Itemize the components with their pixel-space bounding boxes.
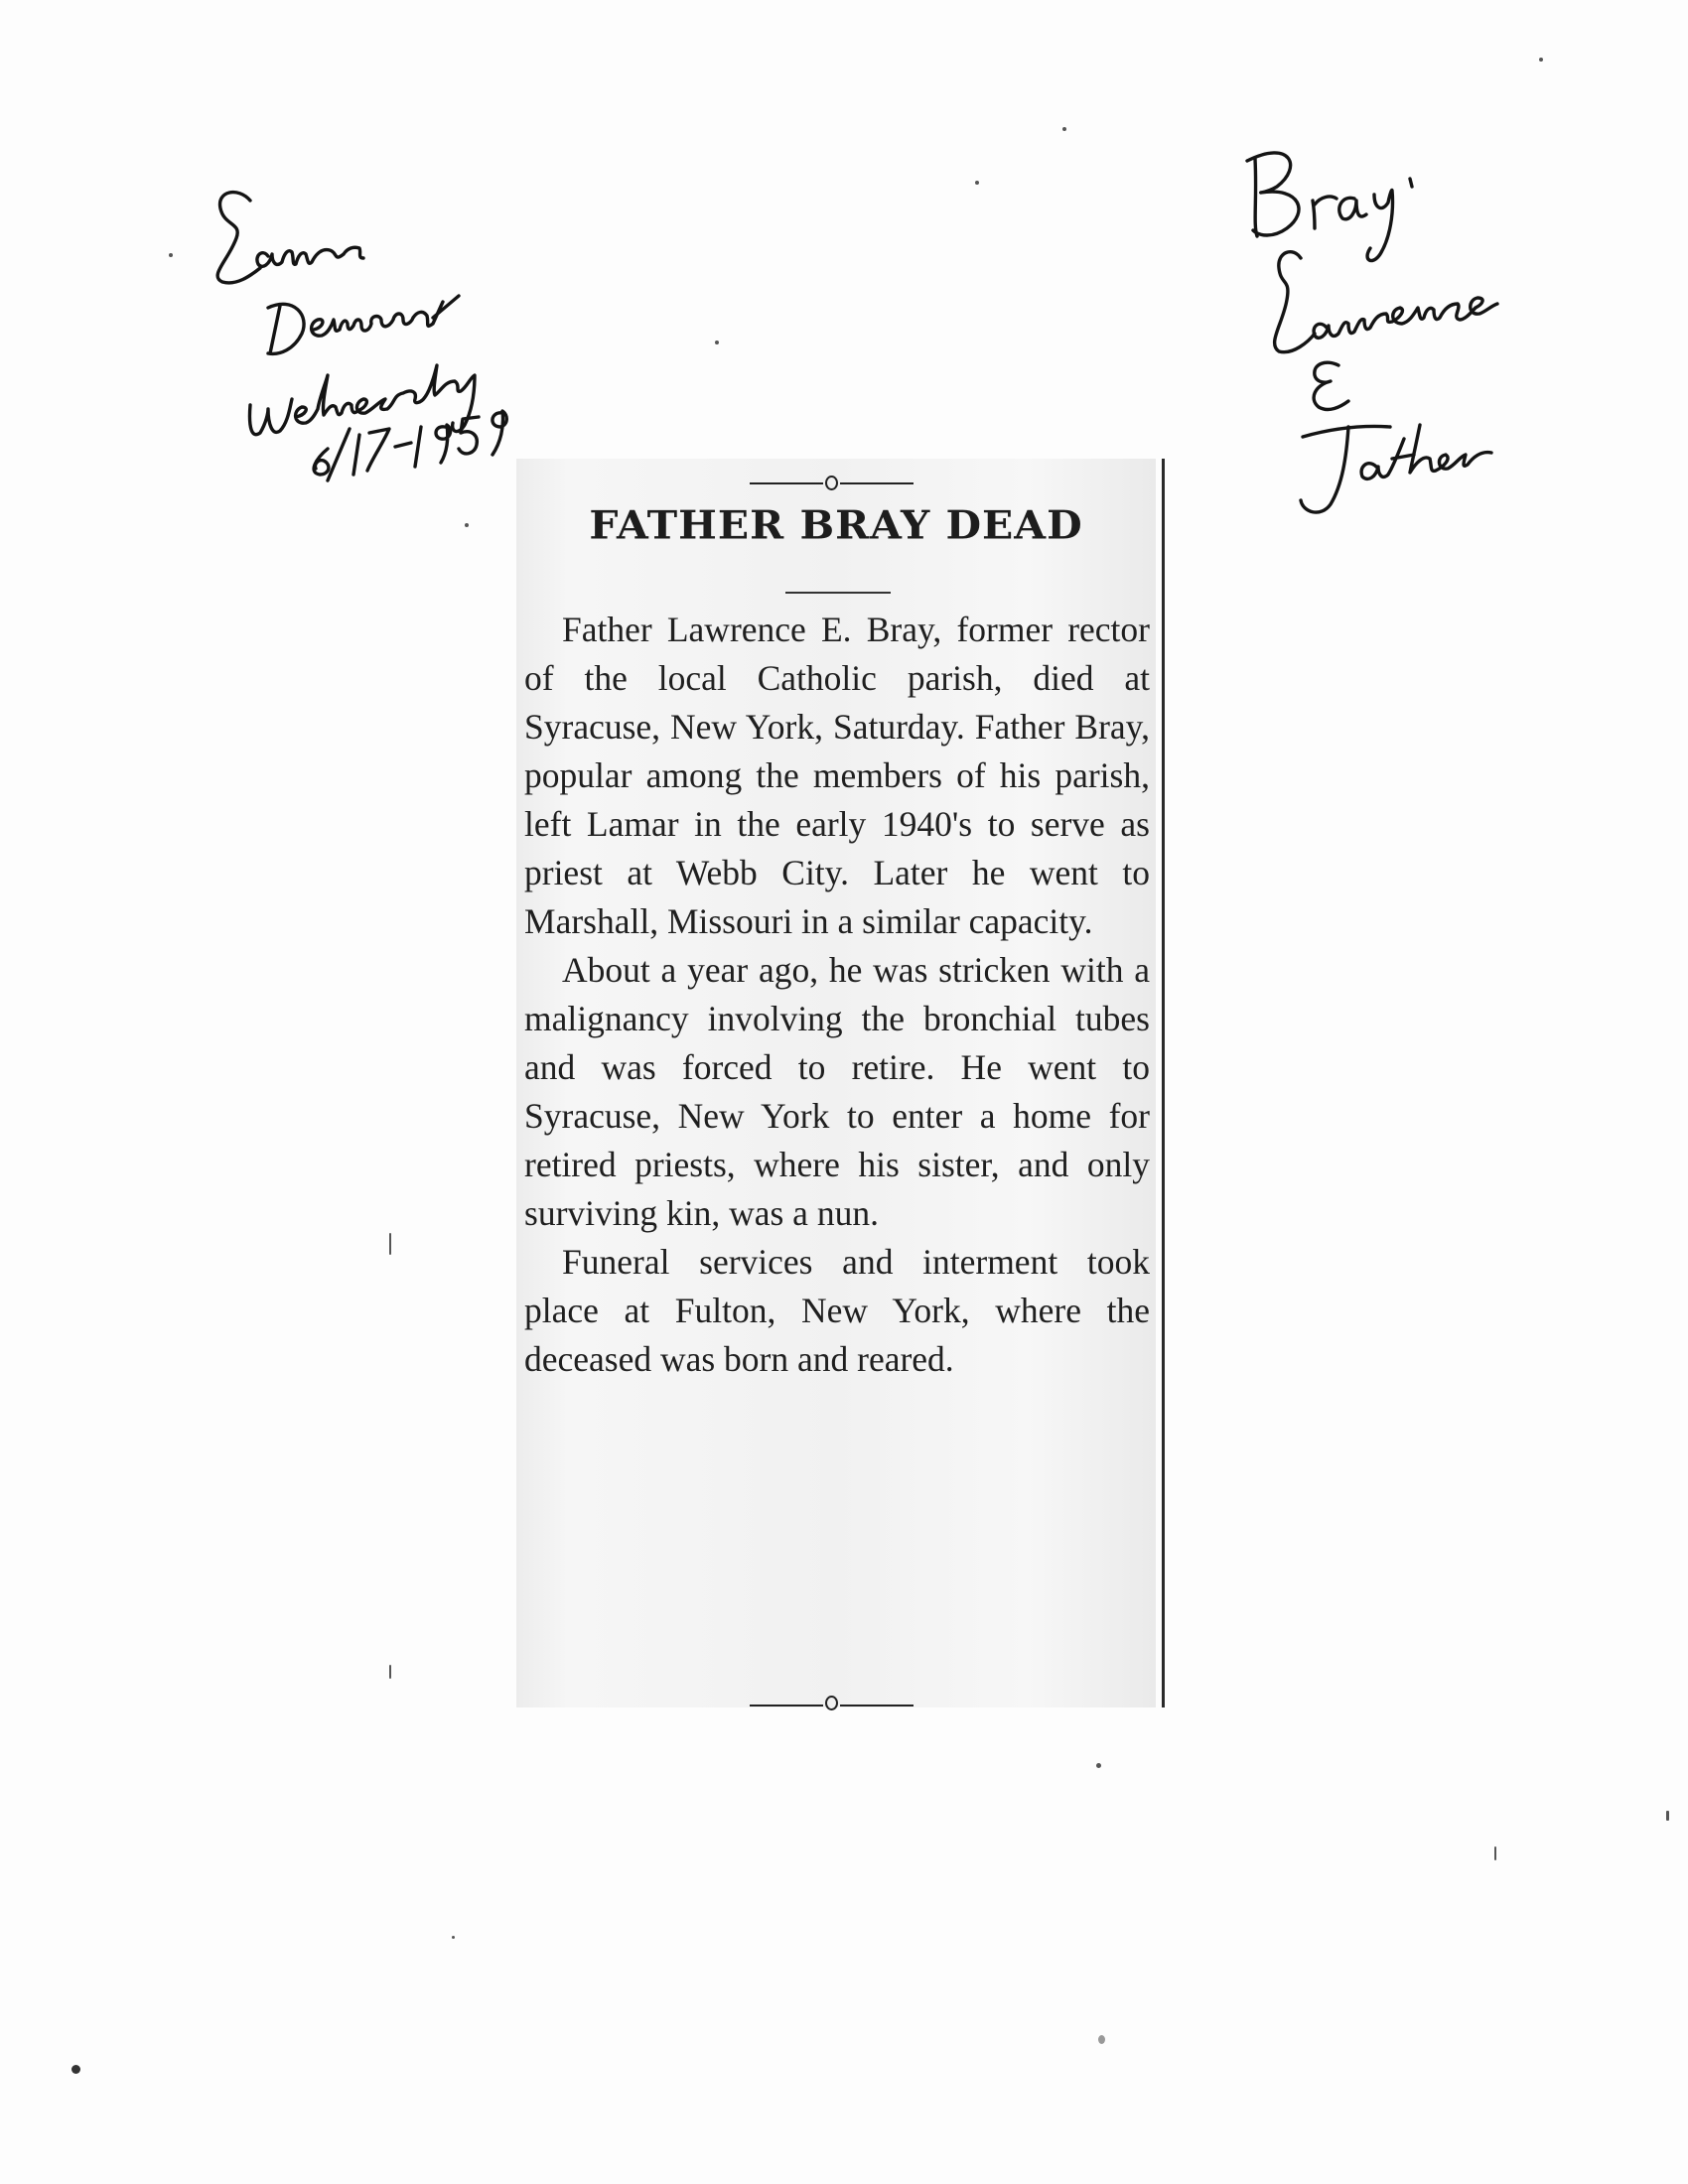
- article-body: [524, 606, 1150, 1384]
- bottom-ornament-rule-left: [750, 1705, 823, 1706]
- scan-speck: [71, 2065, 80, 2074]
- scan-speck: [1494, 1846, 1496, 1860]
- column-rule: [1162, 459, 1165, 1707]
- scan-speck: [465, 523, 469, 527]
- scan-speck: [715, 341, 719, 344]
- bottom-ornament-rule-right: [840, 1705, 914, 1706]
- scan-speck: [1062, 127, 1066, 131]
- scan-speck: [1666, 1811, 1669, 1821]
- scan-speck: [389, 1233, 391, 1255]
- article-paragraph: Father Lawrence E. Bray, former rector of the local Catholic parish, died at Syracuse, New York, Saturday. Father Bray, popular among the members of his parish, left Lamar in the early 1940's to serve as priest at Webb City. Later he went to Marshall, Missouri in a similar capacity.: [524, 610, 1150, 941]
- scan-speck: [975, 181, 979, 185]
- top-ornament-rule-left: [750, 482, 823, 484]
- article-paragraph: Funeral services and interment took place at Fulton, New York, where the deceased was born and reared.: [524, 1242, 1150, 1379]
- top-ornament-circle: [825, 476, 838, 490]
- scan-speck: [389, 1665, 391, 1679]
- article-paragraph: About a year ago, he was stricken with a malignancy involving the bronchial tubes and was forced to retire. He went to Syracuse, New York to enter a home for retired priests, where his sister, and only surviving kin, was a nun.: [524, 950, 1150, 1233]
- article-headline: FATHER BRAY DEAD: [589, 502, 1083, 548]
- scan-speck: [1539, 58, 1543, 62]
- scan-speck: [452, 1936, 455, 1939]
- headline-underline: [785, 592, 891, 594]
- scan-speck: [1098, 2035, 1105, 2044]
- handwritten-subject-note: [1231, 129, 1589, 526]
- top-ornament-rule-right: [840, 482, 914, 484]
- handwritten-source-note: [199, 179, 655, 477]
- scan-speck: [1096, 1763, 1101, 1768]
- scan-speck: [169, 253, 173, 257]
- bottom-ornament-circle: [825, 1696, 838, 1710]
